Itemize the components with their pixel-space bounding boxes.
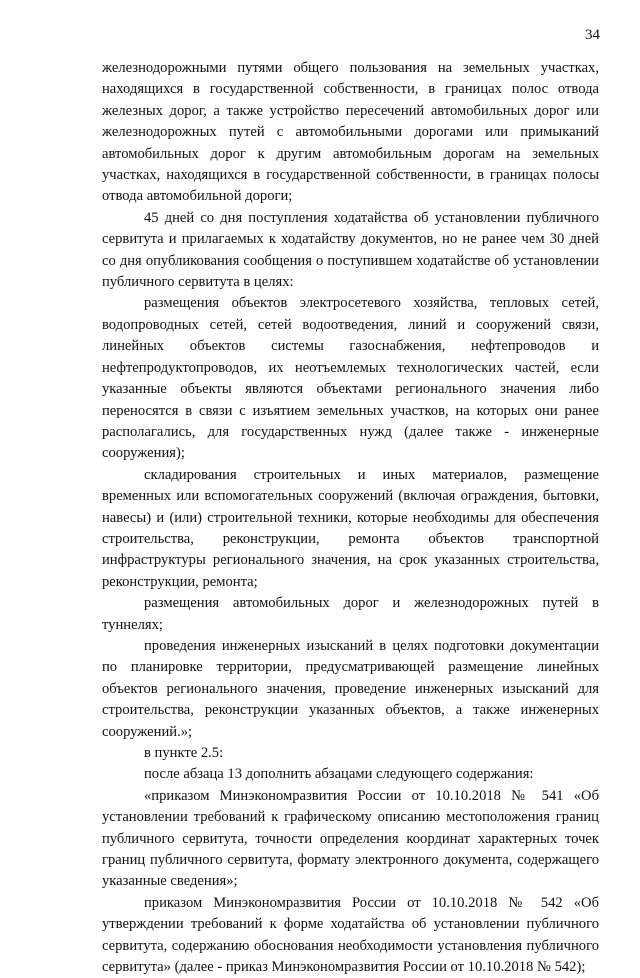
paragraph: в пункте 2.5: xyxy=(144,745,224,761)
paragraph: железнодорожными путями общего пользования на земельных участках, находящихся в государственной собственности, в границах полос отвода железных дорог, а также устройство пересечений автомобильных дорог или железнодорожных путей с автомобильными дорогами или примыканий автомобильных дорог к другим автомобильным дорогам на земельных участках, находящихся в государственной собственности, в границах полосы отвода автомобильной дороги; xyxy=(102,60,599,205)
paragraph: проведения инженерных изысканий в целях подготовки документации по планировке территории, предусматривающей размещение линейных объектов регионального значения, проведение инженерных изысканий для строительства, реконструкции указанных объектов, а также инженерных сооружений.»; xyxy=(102,637,599,740)
paragraph: приказом Минэкономразвития России от 10.10.2018 № 542 «Об утверждении требований к форме ходатайства об установлении публичного сервитута, содержанию обоснования необходимости установления публичного сервитута» (далее - приказ Минэкономразвития России от 10.10.2018 № 542); xyxy=(102,894,599,976)
paragraph: размещения автомобильных дорог и железнодорожных путей в туннелях; xyxy=(102,595,599,633)
paragraph: складирования строительных и иных материалов, размещение временных или вспомогательных сооружений (включая ограждения, бытовки, навесы) и (или) строительной техники, которые необходимы для обеспечения строительства, реконструкции, ремонта объектов транспортной инфраструктуры регионального значения, на срок указанных строительства, реконструкции, ремонта; xyxy=(102,466,599,590)
paragraph: после абзаца 13 дополнить абзацами следующего содержания: xyxy=(144,766,534,783)
paragraph: «приказом Минэкономразвития России от 10.10.2018 № 541 «Об установлении требований к графическому описанию местоположения границ публичного сервитута, точности определения координат характерных точек границ публичного сервитута, формату электронного документа, содержащего указанные сведения»; xyxy=(102,787,599,890)
paragraph: размещения объектов электросетевого хозяйства, тепловых сетей, водопроводных сетей, сетей водоотведения, линий и сооружений связи, линейных объектов системы газоснабжения, нефтепроводов и нефтепродуктопроводов, их неотъемлемых технологических частей, если указанные объекты являются объектами регионального значения либо переносятся в связи с изъятием земельных участков, на которых они ранее располагались, для государственных нужд (далее также - инженерные сооружения); xyxy=(102,295,599,462)
paragraph: 45 дней со дня поступления ходатайства об установлении публичного сервитута и прилагаемых к ходатайству документов, но не ранее чем 30 дней со дня опубликования сообщения о поступившем ходатайстве об установлении публичного сервитута в целях: xyxy=(102,209,599,291)
document-body xyxy=(102,58,599,978)
page-number: 34 xyxy=(585,27,600,43)
